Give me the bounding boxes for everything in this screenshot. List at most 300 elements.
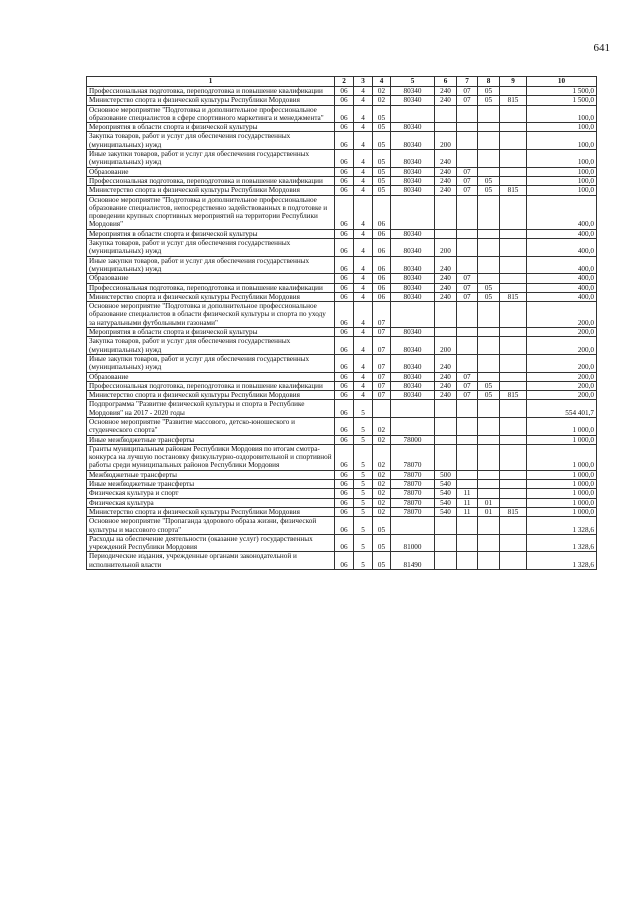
code-cell: 06 <box>335 517 354 535</box>
row-name-cell: Закупка товаров, работ и услуг для обеспечения государственных (муниципальных) нужд <box>87 239 335 257</box>
code-cell: 07 <box>457 391 478 400</box>
code-cell: 07 <box>373 328 391 337</box>
code-cell <box>391 400 435 418</box>
row-name-cell: Министерство спорта и физической культуры Республики Мордовия <box>87 507 335 516</box>
code-cell <box>457 444 478 470</box>
code-cell: 240 <box>435 167 457 176</box>
code-cell <box>500 444 527 470</box>
code-cell <box>500 87 527 96</box>
row-name-cell: Министерство спорта и физической культуры Республики Мордовия <box>87 292 335 301</box>
amount-cell: 200,0 <box>527 391 597 400</box>
code-cell <box>391 517 435 535</box>
code-cell: 02 <box>373 470 391 479</box>
amount-cell: 400,0 <box>527 229 597 238</box>
amount-cell: 554 401,7 <box>527 400 597 418</box>
code-cell: 07 <box>373 381 391 390</box>
code-cell: 80340 <box>391 328 435 337</box>
code-cell: 80340 <box>391 381 435 390</box>
amount-cell: 1 000,0 <box>527 480 597 489</box>
row-name-cell: Министерство спорта и физической культуры Республики Мордовия <box>87 391 335 400</box>
code-cell: 01 <box>478 507 500 516</box>
code-cell: 06 <box>335 123 354 132</box>
code-cell: 80340 <box>391 167 435 176</box>
code-cell: 02 <box>373 435 391 444</box>
code-cell: 200 <box>435 239 457 257</box>
code-cell: 540 <box>435 480 457 489</box>
code-cell: 06 <box>335 167 354 176</box>
code-cell <box>500 256 527 274</box>
page-number: 641 <box>593 42 610 54</box>
code-cell <box>391 105 435 123</box>
code-cell <box>500 229 527 238</box>
code-cell: 06 <box>335 96 354 105</box>
amount-cell: 400,0 <box>527 195 597 229</box>
table-row <box>87 444 597 470</box>
code-cell: 4 <box>354 391 373 400</box>
code-cell <box>435 229 457 238</box>
code-cell <box>391 302 435 328</box>
table-row <box>87 239 597 257</box>
row-name-cell: Физическая культура и спорт <box>87 489 335 498</box>
row-name-cell: Подпрограмма "Развитие физической культуры и спорта в Республике Мордовия" на 2017 - 2020 годы <box>87 400 335 418</box>
code-cell <box>435 435 457 444</box>
amount-cell: 1 000,0 <box>527 489 597 498</box>
code-cell: 06 <box>373 239 391 257</box>
code-cell: 06 <box>335 283 354 292</box>
amount-cell: 1 000,0 <box>527 417 597 435</box>
code-cell: 80340 <box>391 176 435 185</box>
row-name-cell: Расходы на обеспечение деятельности (оказание услуг) государственных учреждений Республики Мордовия <box>87 534 335 552</box>
table-row <box>87 507 597 516</box>
code-cell <box>391 417 435 435</box>
amount-cell: 200,0 <box>527 372 597 381</box>
code-cell: 06 <box>335 256 354 274</box>
code-cell: 5 <box>354 552 373 570</box>
code-cell: 05 <box>373 552 391 570</box>
table-row <box>87 274 597 283</box>
code-cell <box>500 150 527 168</box>
code-cell: 02 <box>373 444 391 470</box>
code-cell: 78070 <box>391 480 435 489</box>
row-name-cell: Образование <box>87 274 335 283</box>
code-cell: 4 <box>354 176 373 185</box>
code-cell: 06 <box>335 87 354 96</box>
row-name-cell: Мероприятия в области спорта и физической культуры <box>87 328 335 337</box>
code-cell <box>435 400 457 418</box>
amount-cell: 200,0 <box>527 354 597 372</box>
code-cell: 5 <box>354 400 373 418</box>
code-cell: 78070 <box>391 470 435 479</box>
code-cell: 815 <box>500 96 527 105</box>
code-cell <box>478 337 500 355</box>
code-cell <box>435 444 457 470</box>
table-row <box>87 337 597 355</box>
code-cell <box>373 400 391 418</box>
code-cell: 4 <box>354 292 373 301</box>
row-name-cell: Профессиональная подготовка, переподготовка и повышение квалификации <box>87 381 335 390</box>
row-name-cell: Министерство спорта и физической культуры Республики Мордовия <box>87 186 335 195</box>
code-cell <box>457 470 478 479</box>
code-cell <box>457 229 478 238</box>
code-cell: 11 <box>457 498 478 507</box>
row-name-cell: Иные межбюджетные трансферты <box>87 435 335 444</box>
amount-cell: 400,0 <box>527 274 597 283</box>
amount-cell: 1 500,0 <box>527 87 597 96</box>
table-row <box>87 552 597 570</box>
code-cell: 05 <box>478 283 500 292</box>
code-cell: 05 <box>373 123 391 132</box>
table-row <box>87 292 597 301</box>
column-header: 7 <box>457 77 478 87</box>
code-cell: 07 <box>373 337 391 355</box>
code-cell <box>478 480 500 489</box>
table-row <box>87 400 597 418</box>
code-cell <box>457 435 478 444</box>
row-name-cell: Основное мероприятие "Подготовка и дополнительное профессиональное образование специалистов в области физической культуры и спорта по уходу за натуральными футбольными газонами" <box>87 302 335 328</box>
code-cell <box>457 239 478 257</box>
code-cell <box>478 239 500 257</box>
amount-cell: 100,0 <box>527 176 597 185</box>
row-name-cell: Иные межбюджетные трансферты <box>87 480 335 489</box>
amount-cell: 1 328,6 <box>527 517 597 535</box>
amount-cell: 200,0 <box>527 337 597 355</box>
code-cell: 815 <box>500 292 527 301</box>
code-cell <box>500 381 527 390</box>
code-cell <box>500 283 527 292</box>
code-cell: 06 <box>335 417 354 435</box>
code-cell: 07 <box>457 176 478 185</box>
table-row <box>87 328 597 337</box>
code-cell: 78070 <box>391 498 435 507</box>
code-cell <box>457 517 478 535</box>
code-cell: 07 <box>457 283 478 292</box>
code-cell: 11 <box>457 507 478 516</box>
code-cell: 06 <box>335 480 354 489</box>
table-row <box>87 372 597 381</box>
amount-cell: 1 328,6 <box>527 534 597 552</box>
code-cell: 240 <box>435 391 457 400</box>
column-header: 4 <box>373 77 391 87</box>
code-cell <box>478 400 500 418</box>
code-cell: 07 <box>457 274 478 283</box>
table-row <box>87 470 597 479</box>
table-row <box>87 283 597 292</box>
table-row <box>87 354 597 372</box>
code-cell: 240 <box>435 176 457 185</box>
code-cell: 05 <box>373 186 391 195</box>
code-cell <box>500 123 527 132</box>
code-cell: 4 <box>354 256 373 274</box>
code-cell: 5 <box>354 489 373 498</box>
code-cell: 200 <box>435 132 457 150</box>
code-cell <box>500 517 527 535</box>
code-cell: 815 <box>500 507 527 516</box>
code-cell: 4 <box>354 283 373 292</box>
table-row <box>87 517 597 535</box>
amount-cell: 1 000,0 <box>527 435 597 444</box>
table-row <box>87 229 597 238</box>
amount-cell: 100,0 <box>527 123 597 132</box>
code-cell: 4 <box>354 167 373 176</box>
code-cell <box>500 400 527 418</box>
code-cell: 4 <box>354 87 373 96</box>
code-cell: 78070 <box>391 444 435 470</box>
code-cell <box>435 195 457 229</box>
code-cell: 815 <box>500 391 527 400</box>
row-name-cell: Мероприятия в области спорта и физической культуры <box>87 229 335 238</box>
code-cell: 02 <box>373 417 391 435</box>
code-cell: 80340 <box>391 132 435 150</box>
amount-cell: 200,0 <box>527 328 597 337</box>
table-row <box>87 256 597 274</box>
amount-cell: 100,0 <box>527 132 597 150</box>
budget-table <box>86 76 597 570</box>
code-cell <box>478 256 500 274</box>
code-cell <box>435 534 457 552</box>
code-cell <box>457 480 478 489</box>
code-cell: 05 <box>478 96 500 105</box>
amount-cell: 400,0 <box>527 292 597 301</box>
code-cell <box>457 123 478 132</box>
row-name-cell: Межбюджетные трансферты <box>87 470 335 479</box>
code-cell: 540 <box>435 489 457 498</box>
table-row <box>87 480 597 489</box>
code-cell <box>500 489 527 498</box>
code-cell: 02 <box>373 498 391 507</box>
code-cell <box>435 105 457 123</box>
code-cell <box>435 417 457 435</box>
amount-cell: 1 000,0 <box>527 444 597 470</box>
code-cell: 05 <box>478 391 500 400</box>
code-cell: 78070 <box>391 489 435 498</box>
row-name-cell: Министерство спорта и физической культуры Республики Мордовия <box>87 96 335 105</box>
code-cell: 06 <box>335 372 354 381</box>
table-row <box>87 435 597 444</box>
code-cell: 815 <box>500 186 527 195</box>
table-row <box>87 105 597 123</box>
row-name-cell: Иные закупки товаров, работ и услуг для обеспечения государственных (муниципальных) нужд <box>87 256 335 274</box>
code-cell: 78000 <box>391 435 435 444</box>
code-cell: 05 <box>373 534 391 552</box>
code-cell <box>478 435 500 444</box>
column-header: 1 <box>87 77 335 87</box>
code-cell: 07 <box>457 186 478 195</box>
code-cell <box>478 195 500 229</box>
code-cell: 06 <box>335 229 354 238</box>
code-cell: 07 <box>373 372 391 381</box>
column-header: 10 <box>527 77 597 87</box>
code-cell: 06 <box>335 337 354 355</box>
code-cell: 06 <box>373 292 391 301</box>
code-cell: 01 <box>478 498 500 507</box>
code-cell: 05 <box>478 176 500 185</box>
code-cell <box>500 480 527 489</box>
code-cell <box>457 150 478 168</box>
code-cell: 240 <box>435 150 457 168</box>
row-name-cell: Основное мероприятие "Подготовка и дополнительное профессиональное образование специалистов в сфере спортивного маркетинга и менеджмента" <box>87 105 335 123</box>
code-cell <box>500 552 527 570</box>
code-cell: 05 <box>373 176 391 185</box>
amount-cell: 100,0 <box>527 186 597 195</box>
column-header: 2 <box>335 77 354 87</box>
row-name-cell: Физическая культура <box>87 498 335 507</box>
code-cell: 80340 <box>391 150 435 168</box>
amount-cell: 1 000,0 <box>527 507 597 516</box>
code-cell: 05 <box>478 186 500 195</box>
code-cell: 07 <box>457 87 478 96</box>
row-name-cell: Закупка товаров, работ и услуг для обеспечения государственных (муниципальных) нужд <box>87 132 335 150</box>
column-header: 5 <box>391 77 435 87</box>
code-cell: 05 <box>478 381 500 390</box>
table-row <box>87 167 597 176</box>
code-cell <box>500 274 527 283</box>
code-cell: 80340 <box>391 283 435 292</box>
code-cell <box>500 417 527 435</box>
code-cell: 80340 <box>391 354 435 372</box>
code-cell <box>500 354 527 372</box>
code-cell <box>500 470 527 479</box>
code-cell: 240 <box>435 256 457 274</box>
code-cell: 06 <box>335 239 354 257</box>
code-cell: 06 <box>335 444 354 470</box>
code-cell <box>435 328 457 337</box>
table-row <box>87 498 597 507</box>
code-cell: 05 <box>373 167 391 176</box>
code-cell: 07 <box>373 302 391 328</box>
code-cell: 07 <box>457 372 478 381</box>
code-cell <box>435 517 457 535</box>
amount-cell: 200,0 <box>527 302 597 328</box>
table-row <box>87 150 597 168</box>
code-cell: 4 <box>354 195 373 229</box>
code-cell <box>500 105 527 123</box>
column-header: 9 <box>500 77 527 87</box>
table-row <box>87 132 597 150</box>
row-name-cell: Основное мероприятие "Подготовка и дополнительное профессиональное образование специалистов, непосредственно задействованных в подготовке и проведении крупных спортивных мероприятий на территории Республики Мордовия" <box>87 195 335 229</box>
code-cell: 540 <box>435 498 457 507</box>
code-cell: 4 <box>354 302 373 328</box>
code-cell: 540 <box>435 507 457 516</box>
code-cell: 06 <box>335 105 354 123</box>
column-header: 6 <box>435 77 457 87</box>
code-cell: 240 <box>435 186 457 195</box>
code-cell: 02 <box>373 507 391 516</box>
code-cell: 06 <box>335 292 354 301</box>
code-cell: 06 <box>373 195 391 229</box>
code-cell <box>478 229 500 238</box>
code-cell <box>500 337 527 355</box>
code-cell: 05 <box>373 105 391 123</box>
code-cell <box>478 534 500 552</box>
code-cell <box>500 167 527 176</box>
code-cell: 02 <box>373 87 391 96</box>
row-name-cell: Иные закупки товаров, работ и услуг для обеспечения государственных (муниципальных) нужд <box>87 354 335 372</box>
amount-cell: 1 000,0 <box>527 470 597 479</box>
row-name-cell: Основное мероприятие "Пропаганда здорового образа жизни, физической культуры и массового спорта" <box>87 517 335 535</box>
amount-cell: 100,0 <box>527 167 597 176</box>
code-cell: 06 <box>335 274 354 283</box>
code-cell <box>478 470 500 479</box>
code-cell <box>457 105 478 123</box>
code-cell: 80340 <box>391 96 435 105</box>
code-cell: 06 <box>335 498 354 507</box>
code-cell <box>478 328 500 337</box>
table-row <box>87 489 597 498</box>
row-name-cell: Основное мероприятие "Развитие массового, детско-юношеского и студенческого спорта" <box>87 417 335 435</box>
table-row <box>87 391 597 400</box>
code-cell: 06 <box>335 150 354 168</box>
code-cell: 240 <box>435 87 457 96</box>
code-cell: 5 <box>354 534 373 552</box>
code-cell <box>435 552 457 570</box>
code-cell: 5 <box>354 507 373 516</box>
column-header: 8 <box>478 77 500 87</box>
amount-cell: 400,0 <box>527 256 597 274</box>
row-name-cell: Образование <box>87 372 335 381</box>
table-header-row <box>87 77 597 87</box>
code-cell: 4 <box>354 354 373 372</box>
code-cell: 240 <box>435 292 457 301</box>
row-name-cell: Иные закупки товаров, работ и услуг для обеспечения государственных (муниципальных) нужд <box>87 150 335 168</box>
code-cell: 240 <box>435 381 457 390</box>
code-cell: 5 <box>354 517 373 535</box>
row-name-cell: Образование <box>87 167 335 176</box>
code-cell: 240 <box>435 354 457 372</box>
row-name-cell: Профессиональная подготовка, переподготовка и повышение квалификации <box>87 283 335 292</box>
code-cell <box>457 302 478 328</box>
code-cell <box>457 337 478 355</box>
code-cell: 5 <box>354 435 373 444</box>
code-cell <box>478 274 500 283</box>
code-cell: 07 <box>457 292 478 301</box>
row-name-cell: Профессиональная подготовка, переподготовка и повышение квалификации <box>87 176 335 185</box>
row-name-cell: Периодические издания, учрежденные органами законодательной и исполнительной власти <box>87 552 335 570</box>
amount-cell: 200,0 <box>527 381 597 390</box>
code-cell: 4 <box>354 274 373 283</box>
table-row <box>87 176 597 185</box>
code-cell <box>457 400 478 418</box>
code-cell: 06 <box>373 229 391 238</box>
code-cell <box>500 498 527 507</box>
row-name-cell: Профессиональная подготовка, переподготовка и повышение квалификации <box>87 87 335 96</box>
code-cell: 80340 <box>391 186 435 195</box>
code-cell <box>457 534 478 552</box>
code-cell: 81000 <box>391 534 435 552</box>
code-cell: 4 <box>354 123 373 132</box>
code-cell: 80340 <box>391 229 435 238</box>
code-cell: 02 <box>373 96 391 105</box>
code-cell <box>478 302 500 328</box>
code-cell: 4 <box>354 372 373 381</box>
code-cell: 07 <box>373 391 391 400</box>
code-cell: 06 <box>335 176 354 185</box>
code-cell: 02 <box>373 489 391 498</box>
code-cell: 11 <box>457 489 478 498</box>
code-cell: 06 <box>335 435 354 444</box>
code-cell: 5 <box>354 417 373 435</box>
table-row <box>87 96 597 105</box>
code-cell <box>435 302 457 328</box>
code-cell: 80340 <box>391 256 435 274</box>
code-cell <box>457 354 478 372</box>
code-cell: 05 <box>373 132 391 150</box>
code-cell: 06 <box>335 470 354 479</box>
table-row <box>87 302 597 328</box>
code-cell: 06 <box>335 195 354 229</box>
table-row <box>87 123 597 132</box>
code-cell: 5 <box>354 470 373 479</box>
amount-cell: 1 328,6 <box>527 552 597 570</box>
